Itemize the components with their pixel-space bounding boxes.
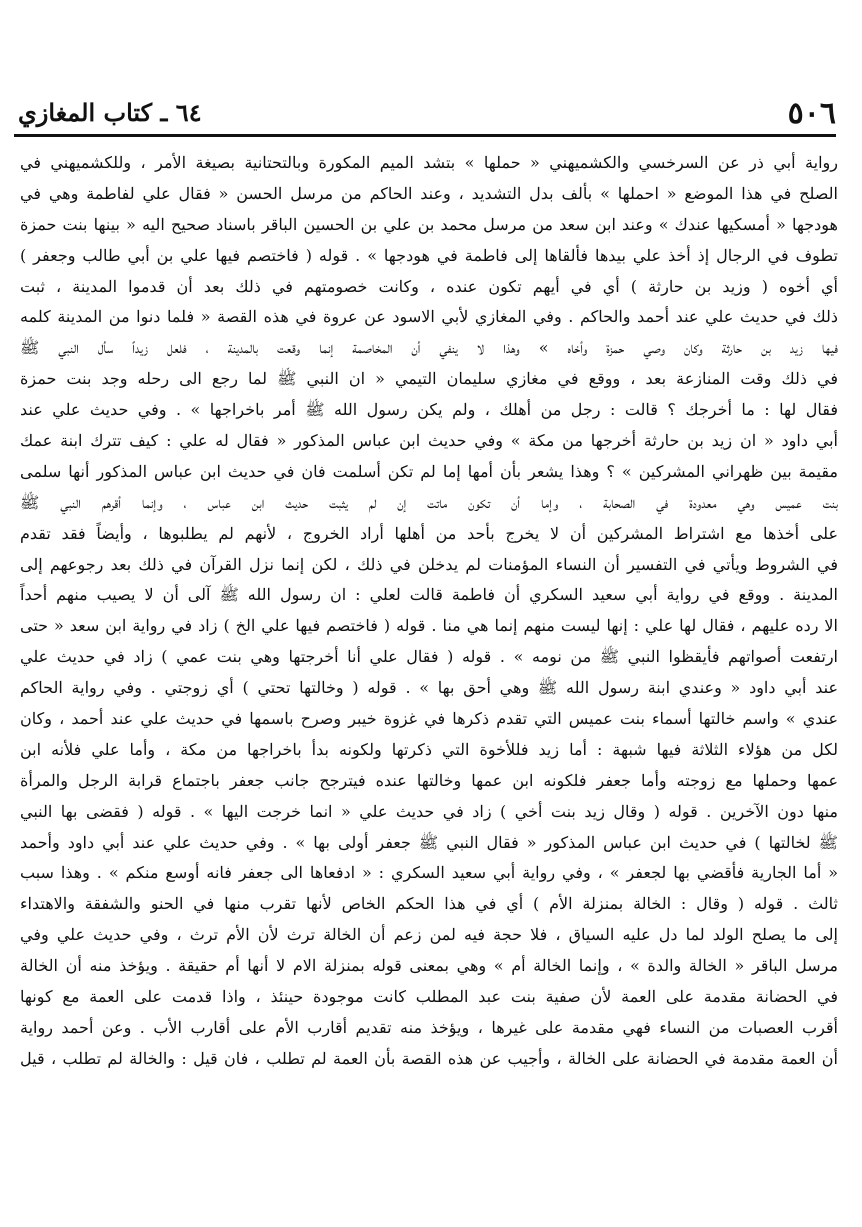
text-line: تطوف في الرجال إذ أخذ علي بيدها فألقاها إلى فاطمة في هودجها » . قوله ( فاختصم فيها علي بن أبي طالب وجعفر ): [20, 245, 838, 265]
text-line: إلى ما يصلح الولد لما دل عليه السياق ، فلا حجة فيه لمن زعم أن الخالة ترث لأن الأم ترث ، وفي حديث علي وفي: [20, 925, 838, 945]
text-line: ثالث . قوله ( وقال : الخالة بمنزلة الأم ) أي في هذا الحكم الخاص لأنها تقرب منها في الحنو والشفقة والاهتداء: [20, 894, 838, 914]
text-line: فيها زيد بن حارثة وكان وصي حمزة وأخاه » وهذا لا ينفي أن المخاصمة إنما وقعت بالمدينة ، فلعل زيداً سأل النبي ﷺ: [20, 338, 838, 358]
text-line: عند أبي داود « وعندي ابنة رسول الله ﷺ وهي أحق بها » . قوله ( وخالتها تحتي ) أي زوجتي . وفي رواية الحاكم: [20, 678, 838, 698]
text-line: لكل من هؤلاء الثلاثة فيها شبهة : أما زيد فللأخوة التي ذكرتها ولكونه بدأ باخراجها من مكة ، وأما علي فلأنه ابن: [20, 739, 838, 759]
text-line: أقرب العصبات من النساء فهي مقدمة على غيرها ، ويؤخذ منه تقديم أقارب الأم على أقارب الأب . وعن أحمد رواية: [20, 1017, 838, 1037]
text-line: رواية أبي ذر عن السرخسي والكشميهني « حملها » بتشد الميم المكورة وبالتحتانية بصيغة الأمر ، وللكشميهني في: [20, 153, 838, 172]
text-line: عندي » واسم خالتها أسماء بنت عميس التي تقدم ذكرها في غزوة خيبر وصرح باسمها في حديث علي عند أحمد ، وكان: [20, 709, 838, 729]
text-line: أن العمة مقدمة في الحضانة على الخالة ، وأجيب عن هذه القصة بأن العمة لم تطلب ، فان قيل : والخالة لم تطلب ، قيل: [20, 1048, 838, 1068]
text-line: مقيمة بين ظهراني المشركين » ؟ وهذا يشعر بأن أمها إما لم تكن أسلمت فان في حديث ابن عباس المذكور أنها سلمى: [20, 461, 838, 481]
body-text: [20, 148, 838, 1198]
text-line: ذلك في حديث علي عند أحمد والحاكم . وفي المغازي لأبي الاسود عن عروة في هذه القصة « فلما دنوا من المدينة كلمه: [20, 307, 838, 327]
text-line: في الحضانة مقدمة على العمة لأن صفية بنت عبد المطلب كانت موجودة حينئذ ، واذا قدمت على العمة مع كونها: [20, 987, 838, 1007]
text-line: الا رده عليهم ، فقال لها علي : إنها ليست منهم إنما هي منا . قوله ( فاختصم فيها علي الخ ) زاد في رواية ابن سعد « حتى: [20, 616, 838, 636]
text-line: المدينة . ووقع في رواية أبي سعيد السكري أن فاطمة قالت لعلي : ان رسول الله ﷺ آلى أن لا يصيب منهم أحداً: [20, 585, 838, 605]
text-line: مرسل الباقر « الخالة والدة » ، وإنما الخالة أم » وهي بمعنى قوله بمنزلة الام لا أنها أم حقيقة . ويؤخذ منه أن الخالة: [20, 956, 838, 976]
text-line: « أما الجارية فأقضي بها لجعفر » ، وفي رواية أبي سعيد السكري : « ادفعاها الى جعفر فانه أوسع منكم » . وهذا سبب: [20, 863, 838, 883]
running-title: ٦٤ ـ كتاب المغازي: [18, 98, 202, 127]
text-line: أي أخوه ( وزيد بن حارثة ) أي في أيهم تكون عنده ، وكانت خصومتهم في ذلك بعد أن قدموا المدينة ، ثبت: [20, 276, 838, 296]
text-line: الصلح في هذا الموضع « احملها » بألف بدل التشديد ، وعند الحاكم من مرسل الحسن « فقال علي لفاطمة وهي في: [20, 183, 838, 203]
page-header: [14, 92, 836, 136]
text-line: في الشروط ويأتي في التفسير أن النساء المؤمنات لم يدخلن في ذلك ، لكن إنما نزل القرآن في ذلك بعد رجوعهم إلى: [20, 554, 838, 574]
text-line: على أخذها مع اشتراط المشركين أن لا يخرج بأحد من أهلها أراد الخروج ، لأنهم لم يطلبوها ، وأيضاً فقد تقدم: [20, 523, 838, 543]
text-line: فقال لها : ما أخرجك ؟ قالت : رجل من أهلك ، ولم يكن رسول الله ﷺ أمر باخراجها » . وفي حديث علي عند: [20, 400, 838, 420]
text-line: هودجها « أمسكيها عندك » وعند ابن سعد من مرسل محمد بن علي بن الحسين الباقر باسناد صحيح اليه « بينها بنت حمزة: [20, 214, 838, 234]
text-line: ارتفعت أصواتهم فأيقظوا النبي ﷺ من نومه » . قوله ( فقال علي أنا أخرجتها وهي بنت عمي ) زاد في حديث علي: [20, 647, 838, 667]
header-rule: [14, 134, 836, 137]
text-line: بنت عميس وهي معدودة في الصحابة ، وإما أن تكون ماتت إن لم يثبت حديث ابن عباس ، وإنما أقرهم النبي ﷺ: [20, 492, 838, 512]
text-line: عمها وحملها مع زوجته وأما جعفر فلكونه ابن عمها وخالتها عنده فيترجح جانب جعفر باجتماع قرابة الرجل والمرأة: [20, 770, 838, 790]
page-number: ٥٠٦: [787, 96, 836, 131]
text-line: في ذلك وقت المنازعة بعد ، ووقع في مغازي سليمان التيمي « ان النبي ﷺ لما رجع الى رحله وجد بنت حمزة: [20, 369, 838, 389]
text-line: ﷺ لخالتها ) في حديث ابن عباس المذكور « فقال النبي ﷺ جعفر أولى بها » . وفي حديث علي عند أبي داود وأحمد: [20, 832, 838, 852]
text-line: منها دون الآخرين . قوله ( وقال زيد بنت أخي ) زاد في حديث علي « انما خرجت اليها » . قوله ( فقضى بها النبي: [20, 801, 838, 821]
text-line: أبي داود « ان زيد بن حارثة أخرجها من مكة » وفي حديث ابن عباس المذكور « فقال له علي : كيف تترك ابنة عمك: [20, 431, 838, 451]
